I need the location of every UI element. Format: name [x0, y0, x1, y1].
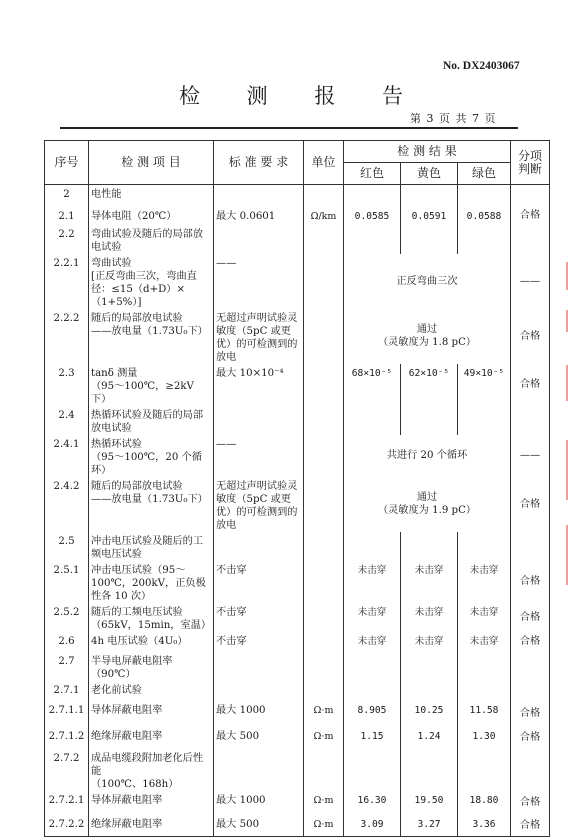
cell-result-green: 0.0588	[458, 207, 511, 225]
cell-judgment: 合格	[511, 364, 550, 406]
cell-item: 随后的局部放电试验 ——放电量（1.73U₀下）	[89, 309, 214, 364]
cell-seq: 2	[45, 185, 89, 207]
cell-judgment: 合格	[511, 603, 550, 632]
cell-result-yellow	[401, 406, 458, 435]
table-row	[45, 477, 550, 532]
page-indicator: 第 3 页 共 7 页	[410, 112, 497, 125]
cell-seq: 2.3	[45, 364, 89, 406]
cell-requirement	[214, 749, 304, 791]
cell-item: 热循环试验 （95～100℃，20 个循环）	[89, 435, 214, 477]
cell-result-yellow: 1.24	[401, 727, 458, 749]
cell-seq: 2.1	[45, 207, 89, 225]
table-row	[45, 406, 550, 435]
cell-result-span: 通过 （灵敏度为 1.9 pC）	[344, 477, 511, 532]
cell-judgment	[511, 749, 550, 791]
cell-requirement	[214, 225, 304, 254]
test-results-table	[44, 140, 550, 837]
cell-result-span: 共进行 20 个循环	[344, 435, 511, 477]
col-header-item: 检 测 项 目	[89, 141, 214, 185]
cell-result-yellow	[401, 532, 458, 561]
table-row	[45, 681, 550, 701]
cell-judgment	[511, 225, 550, 254]
cell-unit	[304, 225, 344, 254]
cell-item: 绝缘屏蔽电阻率	[89, 727, 214, 749]
cell-judgment	[511, 185, 550, 207]
cell-judgment	[511, 532, 550, 561]
cell-requirement: 最大 1000	[214, 701, 304, 727]
cell-unit	[304, 561, 344, 603]
cell-unit	[304, 185, 344, 207]
cell-result-green	[458, 225, 511, 254]
cell-result-green: 1.30	[458, 727, 511, 749]
cell-item: 4h 电压试验（4U₀）	[89, 632, 214, 652]
cell-seq: 2.5	[45, 532, 89, 561]
cell-judgment: ——	[511, 435, 550, 477]
cell-judgment: 合格	[511, 701, 550, 727]
cell-item: 导体屏蔽电阻率	[89, 791, 214, 815]
cell-seq: 2.5.1	[45, 561, 89, 603]
page-title: 检 测 报 告	[178, 84, 424, 108]
cell-judgment: 合格	[511, 791, 550, 815]
table-row	[45, 701, 550, 727]
cell-unit	[304, 681, 344, 701]
cell-item: 冲击电压试验及随后的工频电压试验	[89, 532, 214, 561]
cell-result-yellow	[401, 185, 458, 207]
cell-requirement: 最大 1000	[214, 791, 304, 815]
cell-item: 热循环试验及随后的局部放电试验	[89, 406, 214, 435]
cell-result-red	[344, 749, 401, 791]
cell-result-red: 未击穿	[344, 561, 401, 603]
cell-result-span: 正反弯曲三次	[344, 254, 511, 309]
cell-result-yellow: 未击穿	[401, 561, 458, 603]
cell-judgment	[511, 652, 550, 681]
table-row	[45, 727, 550, 749]
cell-unit: Ω·m	[304, 701, 344, 727]
cell-result-red: 3.09	[344, 815, 401, 837]
cell-seq: 2.7.2	[45, 749, 89, 791]
cell-item: 绝缘屏蔽电阻率	[89, 815, 214, 837]
cell-requirement	[214, 185, 304, 207]
cell-result-red	[344, 681, 401, 701]
cell-seq: 2.4	[45, 406, 89, 435]
cell-unit	[304, 749, 344, 791]
table-row	[45, 791, 550, 815]
cell-item: 随后的局部放电试验 ——放电量（1.73U₀下）	[89, 477, 214, 532]
cell-judgment: 合格	[511, 632, 550, 652]
cell-result-green: 49×10⁻⁵	[458, 364, 511, 406]
cell-result-yellow: 19.50	[401, 791, 458, 815]
cell-result-yellow	[401, 225, 458, 254]
cell-judgment: 合格	[511, 309, 550, 364]
cell-item: 导体电阻（20℃）	[89, 207, 214, 225]
cell-judgment: 合格	[511, 207, 550, 225]
table-row	[45, 435, 550, 477]
col-header-unit: 单位	[304, 141, 344, 185]
col-header-red: 红色	[344, 163, 401, 185]
cell-unit	[304, 532, 344, 561]
cell-seq: 2.7	[45, 652, 89, 681]
cell-seq: 2.7.2.1	[45, 791, 89, 815]
cell-unit	[304, 406, 344, 435]
cell-result-green: 未击穿	[458, 632, 511, 652]
table-row	[45, 185, 550, 207]
cell-requirement: 不击穿	[214, 603, 304, 632]
cell-requirement: ——	[214, 435, 304, 477]
cell-result-red	[344, 532, 401, 561]
cell-result-green: 未击穿	[458, 561, 511, 603]
table-row	[45, 364, 550, 406]
cell-result-red: 16.30	[344, 791, 401, 815]
col-header-yellow: 黄色	[401, 163, 458, 185]
cell-requirement: 无超过声明试验灵敏度（5pC 或更优）的可检测到的放电	[214, 477, 304, 532]
cell-seq: 2.7.1.1	[45, 701, 89, 727]
cell-seq: 2.5.2	[45, 603, 89, 632]
table-row	[45, 652, 550, 681]
cell-requirement: 最大 0.0601	[214, 207, 304, 225]
cell-result-red	[344, 225, 401, 254]
cell-requirement	[214, 681, 304, 701]
cell-seq: 2.4.1	[45, 435, 89, 477]
cell-requirement: ——	[214, 254, 304, 309]
cell-unit	[304, 632, 344, 652]
table-row	[45, 254, 550, 309]
cell-seq: 2.7.2.2	[45, 815, 89, 837]
cell-unit	[304, 603, 344, 632]
cell-result-green	[458, 406, 511, 435]
cell-unit: Ω·m	[304, 791, 344, 815]
table-row	[45, 749, 550, 791]
cell-result-yellow: 未击穿	[401, 632, 458, 652]
cell-item: 老化前试验	[89, 681, 214, 701]
stamp-mark	[566, 525, 582, 585]
cell-judgment: 合格	[511, 561, 550, 603]
cell-result-red	[344, 652, 401, 681]
cell-requirement: 最大 500	[214, 815, 304, 837]
cell-item: 成品电缆段附加老化后性能 （100℃、168h）	[89, 749, 214, 791]
cell-unit	[304, 254, 344, 309]
col-header-green: 绿色	[458, 163, 511, 185]
col-header-requirement: 标 准 要 求	[214, 141, 304, 185]
table-row	[45, 207, 550, 225]
table-row	[45, 532, 550, 561]
cell-judgment	[511, 406, 550, 435]
cell-seq: 2.2	[45, 225, 89, 254]
cell-result-red: 8.905	[344, 701, 401, 727]
cell-unit: Ω/km	[304, 207, 344, 225]
cell-judgment: 合格	[511, 815, 550, 837]
cell-result-red: 未击穿	[344, 632, 401, 652]
table-row	[45, 815, 550, 837]
cell-requirement	[214, 406, 304, 435]
cell-seq: 2.4.2	[45, 477, 89, 532]
cell-result-span: 通过 （灵敏度为 1.8 pC）	[344, 309, 511, 364]
cell-judgment: 合格	[511, 727, 550, 749]
cell-item: 冲击电压试验（95～100℃，200kV，正负极性各 10 次）	[89, 561, 214, 603]
cell-unit: Ω·m	[304, 727, 344, 749]
cell-result-yellow	[401, 749, 458, 791]
cell-item: 电性能	[89, 185, 214, 207]
cell-result-yellow: 62×10⁻⁵	[401, 364, 458, 406]
cell-result-red: 未击穿	[344, 603, 401, 632]
col-header-results: 检 测 结 果	[344, 141, 511, 163]
cell-result-green	[458, 749, 511, 791]
cell-item: 导体屏蔽电阻率	[89, 701, 214, 727]
cell-unit	[304, 435, 344, 477]
cell-result-green: 11.58	[458, 701, 511, 727]
table-row	[45, 561, 550, 603]
col-header-seq: 序号	[45, 141, 89, 185]
col-header-judgment: 分项判断	[511, 141, 550, 185]
cell-seq: 2.2.1	[45, 254, 89, 309]
cell-judgment: 合格	[511, 477, 550, 532]
cell-item: tanδ 测量 （95～100℃，≥2kV 下）	[89, 364, 214, 406]
cell-result-green: 3.36	[458, 815, 511, 837]
cell-judgment: ——	[511, 254, 550, 309]
cell-requirement: 最大 10×10⁻⁴	[214, 364, 304, 406]
stamp-mark	[566, 440, 582, 500]
cell-requirement	[214, 652, 304, 681]
cell-unit	[304, 477, 344, 532]
cell-seq: 2.7.1.2	[45, 727, 89, 749]
stamp-mark	[566, 310, 582, 332]
cell-result-red: 1.15	[344, 727, 401, 749]
table-row	[45, 632, 550, 652]
cell-result-green	[458, 532, 511, 561]
stamp-mark	[566, 365, 582, 401]
cell-result-yellow: 3.27	[401, 815, 458, 837]
cell-item: 弯曲试验及随后的局部放电试验	[89, 225, 214, 254]
cell-result-yellow: 未击穿	[401, 603, 458, 632]
cell-unit	[304, 652, 344, 681]
cell-seq: 2.7.1	[45, 681, 89, 701]
cell-result-red: 0.0585	[344, 207, 401, 225]
cell-result-yellow: 0.0591	[401, 207, 458, 225]
cell-result-green	[458, 652, 511, 681]
report-number: No. DX2403067	[443, 60, 520, 72]
cell-unit: Ω·m	[304, 815, 344, 837]
cell-result-yellow	[401, 681, 458, 701]
cell-unit	[304, 364, 344, 406]
cell-requirement: 无超过声明试验灵敏度（5pC 或更优）的可检测到的放电	[214, 309, 304, 364]
cell-item: 弯曲试验 [正反弯曲三次，弯曲直径：≤15（d+D）×（1+5%）]	[89, 254, 214, 309]
cell-requirement: 最大 500	[214, 727, 304, 749]
cell-result-green: 18.80	[458, 791, 511, 815]
cell-requirement: 不击穿	[214, 632, 304, 652]
header-divider	[60, 127, 518, 129]
cell-result-green: 未击穿	[458, 603, 511, 632]
cell-seq: 2.2.2	[45, 309, 89, 364]
cell-result-green	[458, 681, 511, 701]
table-row	[45, 309, 550, 364]
cell-unit	[304, 309, 344, 364]
cell-result-yellow	[401, 652, 458, 681]
cell-result-green	[458, 185, 511, 207]
cell-result-yellow: 10.25	[401, 701, 458, 727]
cell-requirement	[214, 532, 304, 561]
cell-item: 随后的工频电压试验 （65kV，15min，室温）	[89, 603, 214, 632]
cell-item: 半导电屏蔽电阻率（90℃）	[89, 652, 214, 681]
stamp-mark	[566, 262, 582, 290]
cell-requirement: 不击穿	[214, 561, 304, 603]
cell-result-red	[344, 185, 401, 207]
cell-result-red: 68×10⁻⁵	[344, 364, 401, 406]
cell-judgment	[511, 681, 550, 701]
table-row	[45, 225, 550, 254]
cell-seq: 2.6	[45, 632, 89, 652]
table-row	[45, 603, 550, 632]
cell-result-red	[344, 406, 401, 435]
